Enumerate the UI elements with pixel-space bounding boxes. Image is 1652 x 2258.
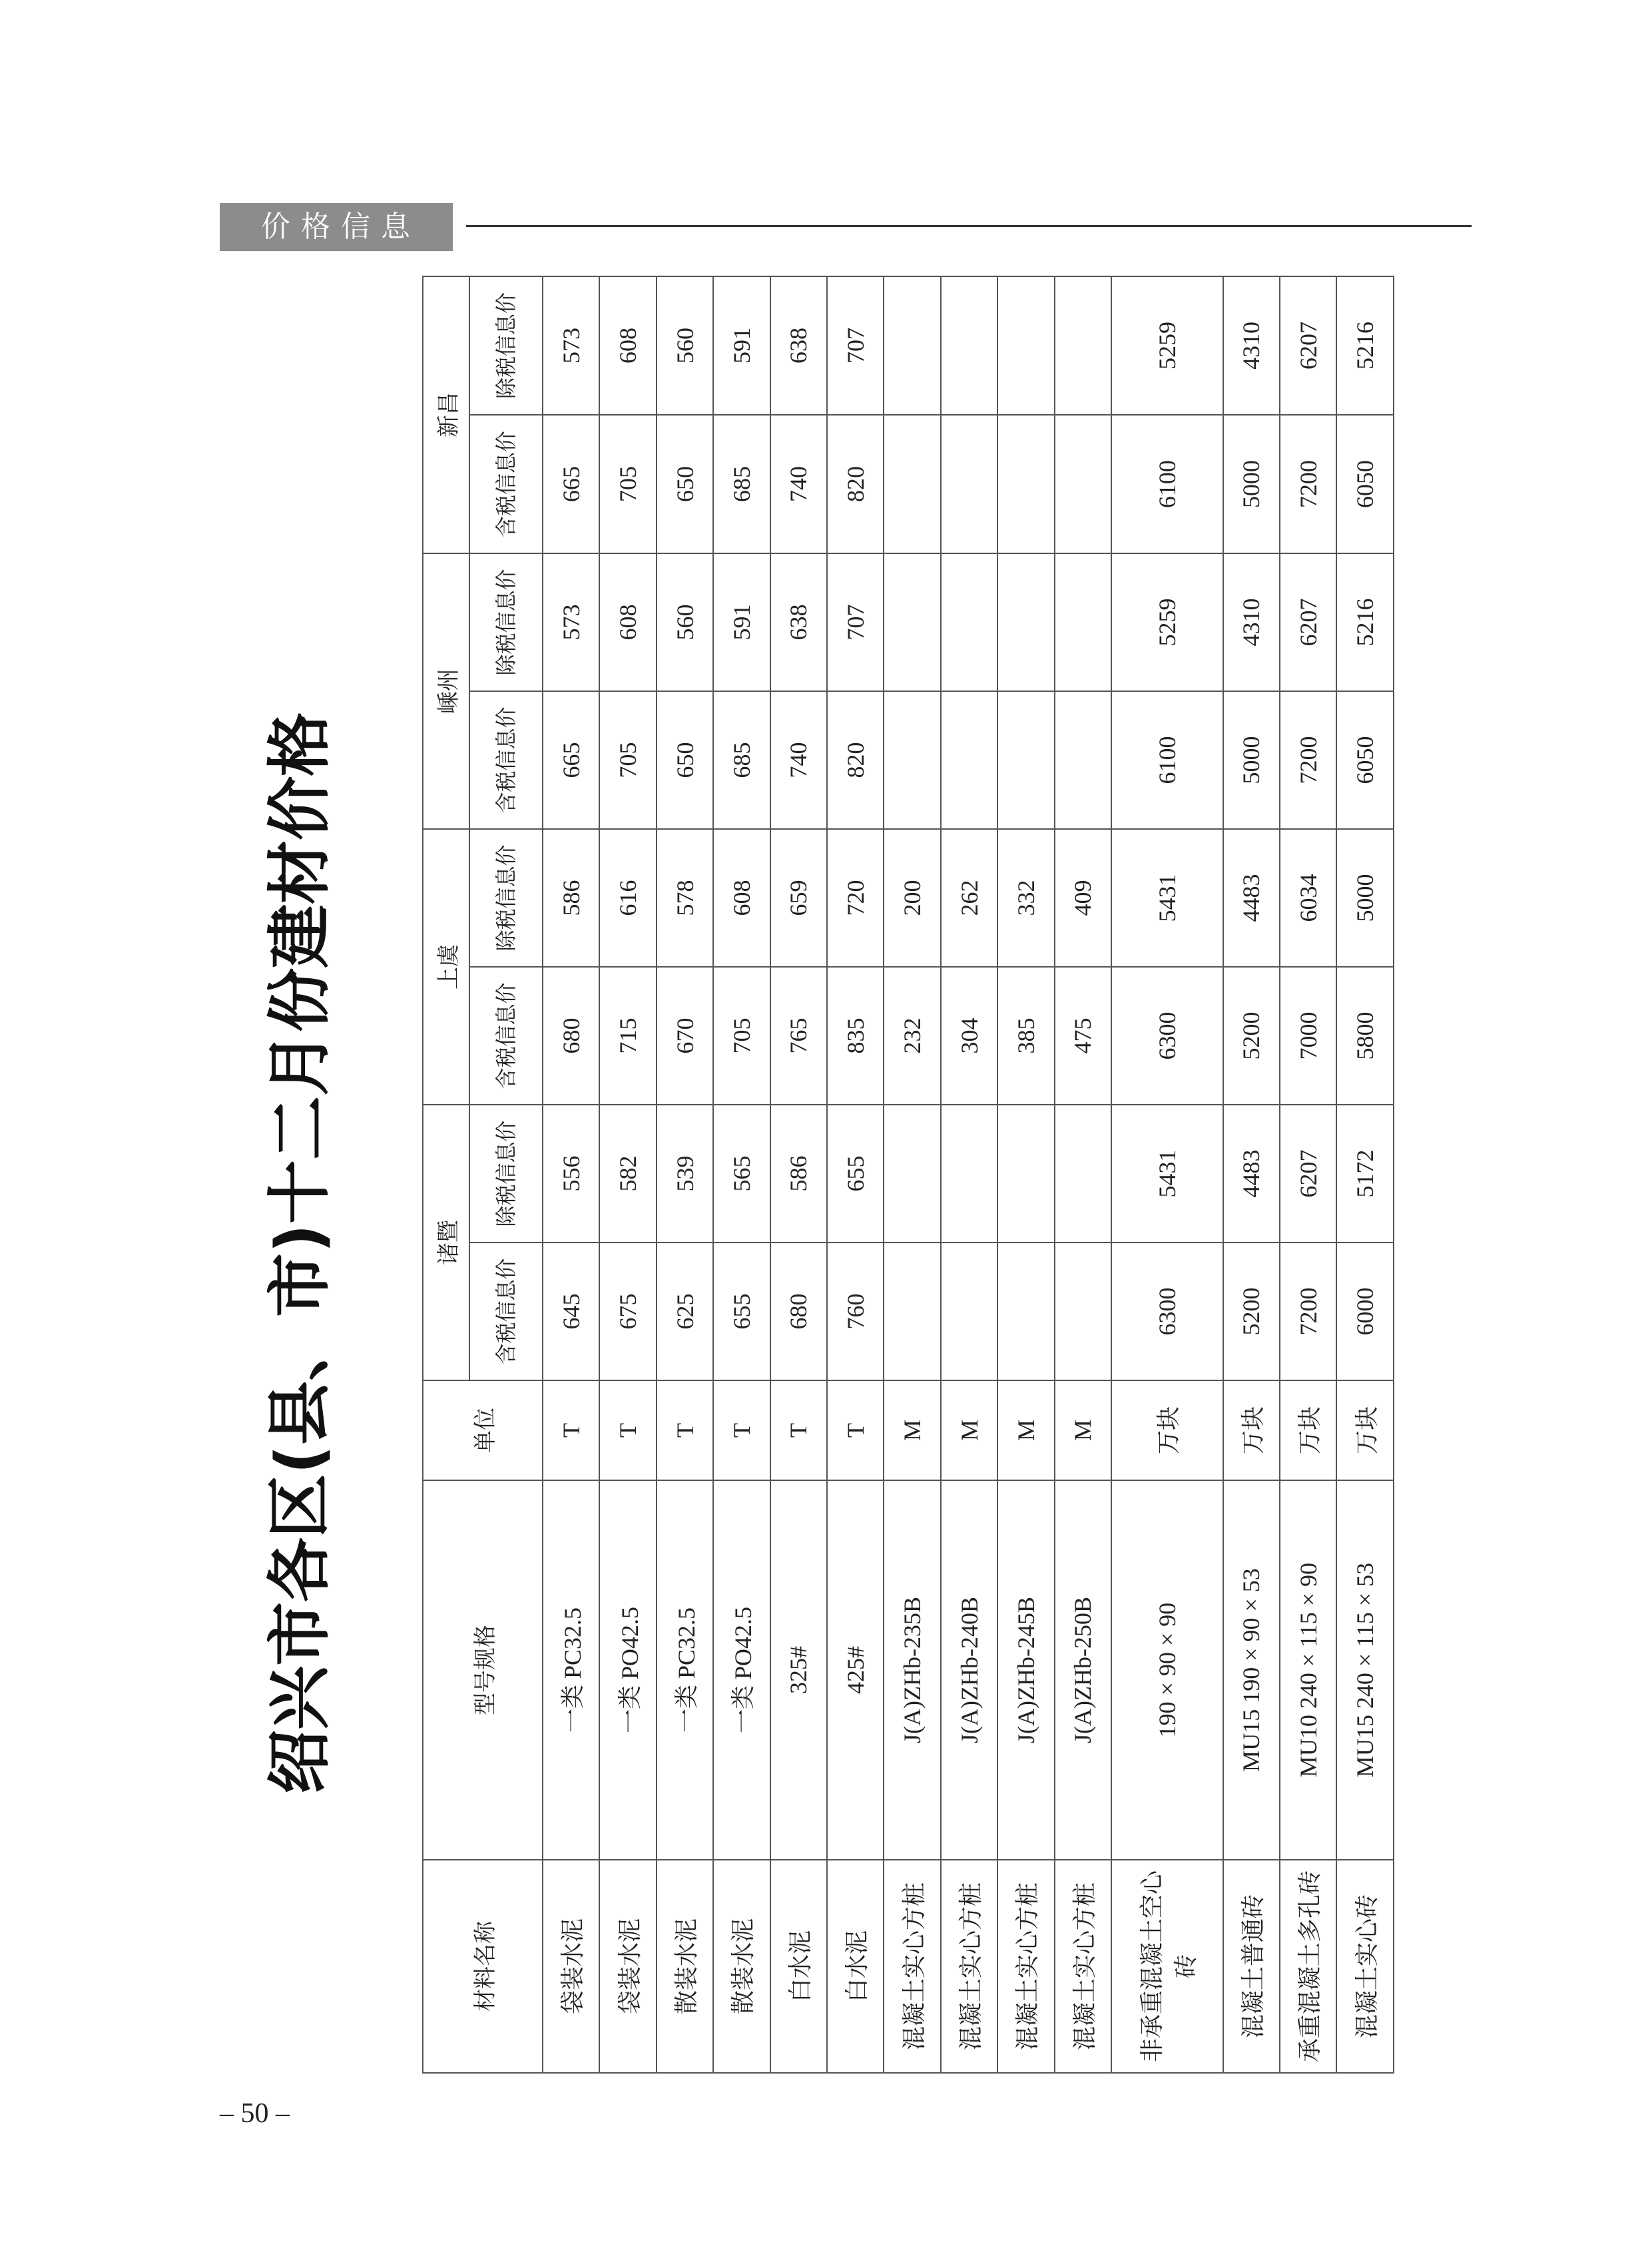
cell-unit: T [599,1380,656,1480]
cell-price [1055,553,1111,691]
cell-price: 638 [770,553,827,691]
cell-price: 573 [543,276,599,415]
header-tax-incl: 含税信息价 [469,1243,543,1380]
cell-material: 混凝土实心方桩 [941,1860,997,2073]
cell-price: 720 [827,829,884,967]
header-tax-excl: 除税信息价 [469,829,543,967]
header-tax-excl: 除税信息价 [469,276,543,415]
cell-unit: 万块 [1336,1380,1394,1480]
cell-price: 4310 [1223,276,1280,415]
cell-spec: 425# [827,1480,884,1860]
cell-price: 608 [599,553,656,691]
table-row [1111,276,1223,2073]
cell-price [884,415,940,553]
cell-spec: 一类 PO42.5 [713,1480,770,1860]
cell-price: 6207 [1280,276,1336,415]
table-row [1223,276,1280,2073]
table-row [997,276,1054,2073]
cell-price: 475 [1055,967,1111,1105]
cell-price: 573 [543,553,599,691]
cell-price: 7000 [1280,967,1336,1105]
cell-price: 565 [713,1105,770,1243]
cell-spec: MU10 240 × 115 × 90 [1280,1480,1336,1860]
cell-price [884,276,940,415]
table-row [1280,276,1336,2073]
cell-price [1055,691,1111,829]
cell-price: 705 [599,415,656,553]
cell-material: 混凝土实心砖 [1336,1860,1394,2073]
table-body [543,276,1394,2073]
cell-material: 袋装水泥 [599,1860,656,2073]
cell-price: 715 [599,967,656,1105]
header-tax-excl: 除税信息价 [469,1105,543,1243]
page-title: 绍兴市各区(县、市)十二月份建材价格 [262,712,337,1794]
cell-price: 409 [1055,829,1111,967]
cell-material: 袋装水泥 [543,1860,599,2073]
cell-spec: MU15 190 × 90 × 53 [1223,1480,1280,1860]
cell-price [941,415,997,553]
table-row [1336,276,1394,2073]
table-row [713,276,770,2073]
cell-price: 740 [770,415,827,553]
cell-price [997,691,1054,829]
cell-price: 665 [543,691,599,829]
cell-price [1055,276,1111,415]
cell-spec: 一类 PC32.5 [543,1480,599,1860]
cell-price: 304 [941,967,997,1105]
cell-price [941,1105,997,1243]
cell-price: 5200 [1223,967,1280,1105]
cell-price: 4483 [1223,829,1280,967]
cell-price: 5259 [1111,553,1223,691]
cell-price [941,553,997,691]
table-row [599,276,656,2073]
cell-price: 6300 [1111,1243,1223,1380]
cell-unit: T [770,1380,827,1480]
cell-price: 685 [713,691,770,829]
cell-price: 5431 [1111,829,1223,967]
cell-price: 560 [657,553,713,691]
cell-spec: 一类 PO42.5 [599,1480,656,1860]
cell-price: 765 [770,967,827,1105]
cell-material: 散装水泥 [657,1860,713,2073]
cell-material: 散装水泥 [713,1860,770,2073]
cell-price: 6050 [1336,415,1394,553]
cell-material: 白水泥 [827,1860,884,2073]
cell-spec: J(A)ZHb-245B [997,1480,1054,1860]
cell-price: 5200 [1223,1243,1280,1380]
cell-price: 650 [657,691,713,829]
header-tax-incl: 含税信息价 [469,415,543,553]
header-divider [466,225,1472,227]
cell-price: 5216 [1336,553,1394,691]
cell-price: 6000 [1336,1243,1394,1380]
cell-price: 262 [941,829,997,967]
cell-price [997,276,1054,415]
cell-price [941,691,997,829]
cell-price: 6300 [1111,967,1223,1105]
cell-price: 5000 [1223,691,1280,829]
cell-spec: 190 × 90 × 90 [1111,1480,1223,1860]
cell-price: 707 [827,553,884,691]
cell-price [884,1243,940,1380]
cell-price [1055,1105,1111,1243]
cell-price: 6207 [1280,553,1336,691]
table-row [827,276,884,2073]
cell-price: 665 [543,415,599,553]
cell-price: 650 [657,415,713,553]
cell-unit: M [997,1380,1054,1480]
cell-material: 混凝土实心方桩 [884,1860,940,2073]
cell-spec: J(A)ZHb-250B [1055,1480,1111,1860]
table-row [1055,276,1111,2073]
cell-material: 白水泥 [770,1860,827,2073]
cell-price: 680 [543,967,599,1105]
cell-unit: 万块 [1223,1380,1280,1480]
cell-price: 6034 [1280,829,1336,967]
table-row [884,276,940,2073]
cell-price: 740 [770,691,827,829]
cell-price [884,553,940,691]
cell-price [884,691,940,829]
cell-price: 5000 [1223,415,1280,553]
cell-spec: J(A)ZHb-240B [941,1480,997,1860]
cell-spec: J(A)ZHb-235B [884,1480,940,1860]
cell-unit: M [1055,1380,1111,1480]
header-material: 材料名称 [423,1860,543,2073]
cell-price: 625 [657,1243,713,1380]
cell-price: 820 [827,691,884,829]
cell-price: 685 [713,415,770,553]
cell-price: 539 [657,1105,713,1243]
cell-price: 645 [543,1243,599,1380]
header-unit: 单位 [423,1380,543,1480]
header-tax-incl: 含税信息价 [469,691,543,829]
cell-price: 556 [543,1105,599,1243]
cell-price: 670 [657,967,713,1105]
cell-price [997,1243,1054,1380]
cell-price: 5800 [1336,967,1394,1105]
cell-price: 591 [713,553,770,691]
cell-price: 586 [543,829,599,967]
cell-material: 非承重混凝土空心砖 [1111,1860,1223,2073]
table-row [543,276,599,2073]
cell-price: 232 [884,967,940,1105]
section-label: 价格信息 [220,203,453,251]
cell-price: 5172 [1336,1105,1394,1243]
cell-price [997,1105,1054,1243]
table-row [941,276,997,2073]
cell-price: 560 [657,276,713,415]
cell-price [997,415,1054,553]
cell-price: 200 [884,829,940,967]
cell-price: 655 [713,1243,770,1380]
cell-spec: 325# [770,1480,827,1860]
header-region: 嵊州 [423,553,469,829]
page-number: – 50 – [220,2098,290,2129]
cell-price: 616 [599,829,656,967]
cell-unit: T [827,1380,884,1480]
cell-price: 820 [827,415,884,553]
cell-price: 608 [599,276,656,415]
cell-spec: MU15 240 × 115 × 53 [1336,1480,1394,1860]
cell-price [997,553,1054,691]
cell-material: 混凝土普通砖 [1223,1860,1280,2073]
cell-price: 586 [770,1105,827,1243]
header-region: 新昌 [423,276,469,553]
cell-material: 承重混凝土多孔砖 [1280,1860,1336,2073]
table-row [770,276,827,2073]
cell-price: 5216 [1336,276,1394,415]
cell-unit: T [657,1380,713,1480]
cell-price: 5431 [1111,1105,1223,1243]
cell-price: 7200 [1280,415,1336,553]
cell-price: 835 [827,967,884,1105]
cell-price: 705 [599,691,656,829]
cell-material: 混凝土实心方桩 [1055,1860,1111,2073]
cell-price [941,1243,997,1380]
cell-unit: 万块 [1280,1380,1336,1480]
cell-price: 608 [713,829,770,967]
cell-price: 5000 [1336,829,1394,967]
cell-price: 591 [713,276,770,415]
cell-price: 675 [599,1243,656,1380]
cell-price: 705 [713,967,770,1105]
cell-price [884,1105,940,1243]
cell-unit: T [713,1380,770,1480]
cell-price: 6100 [1111,691,1223,829]
cell-price: 332 [997,829,1054,967]
cell-spec: 一类 PC32.5 [657,1480,713,1860]
cell-price: 6050 [1336,691,1394,829]
cell-price: 385 [997,967,1054,1105]
header-tax-excl: 除税信息价 [469,553,543,691]
cell-material: 混凝土实心方桩 [997,1860,1054,2073]
cell-price: 578 [657,829,713,967]
cell-price: 582 [599,1105,656,1243]
cell-unit: M [884,1380,940,1480]
header-spec: 型号规格 [423,1480,543,1860]
cell-price: 7200 [1280,691,1336,829]
header-region: 上虞 [423,829,469,1105]
cell-price: 6100 [1111,415,1223,553]
cell-unit: 万块 [1111,1380,1223,1480]
header-region: 诸暨 [423,1105,469,1380]
cell-price: 4483 [1223,1105,1280,1243]
cell-price [1055,1243,1111,1380]
cell-price: 6207 [1280,1105,1336,1243]
cell-price: 659 [770,829,827,967]
cell-unit: M [941,1380,997,1480]
cell-price [941,276,997,415]
cell-unit: T [543,1380,599,1480]
cell-price: 638 [770,276,827,415]
cell-price: 655 [827,1105,884,1243]
cell-price: 4310 [1223,553,1280,691]
cell-price: 5259 [1111,276,1223,415]
cell-price: 680 [770,1243,827,1380]
header-tax-incl: 含税信息价 [469,967,543,1105]
cell-price: 707 [827,276,884,415]
cell-price: 7200 [1280,1243,1336,1380]
price-table-container [422,276,1394,2074]
cell-price: 760 [827,1243,884,1380]
price-table [422,276,1394,2074]
cell-price [1055,415,1111,553]
table-row [657,276,713,2073]
